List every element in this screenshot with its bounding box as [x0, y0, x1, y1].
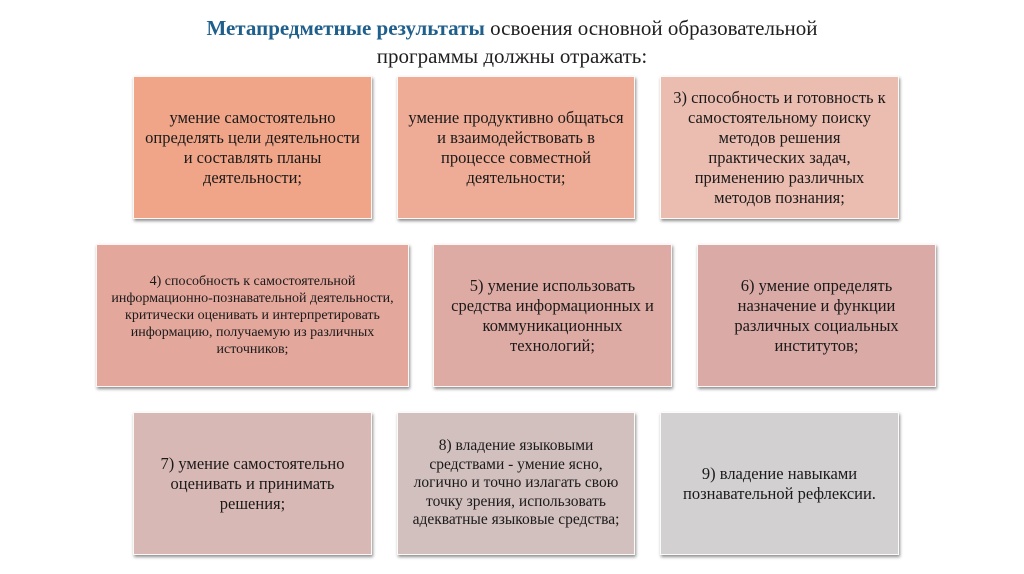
result-box-2-text: умение продуктивно общаться и взаимодействовать в процессе совместной деятельности; [408, 107, 624, 187]
title-line-2: программы должны отражать: [376, 44, 648, 68]
result-box-8-text: 8) владение языковыми средствами - умение ясно, логично и точно излагать свою точку зрения, использовать адекватные языковые средства; [412, 437, 620, 529]
result-box-2 [397, 76, 635, 219]
result-box-1-text: умение самостоятельно определять цели деятельности и составлять планы деятельности; [145, 107, 360, 187]
result-box-3-text: 3) способность и готовность к самостоятельному поиску методов решения практических задач, применению различных методов познания; [673, 87, 886, 207]
result-box-5-text: 5) умение использовать средства информационных и коммуникационных технологий; [451, 275, 654, 355]
page-title [0, 14, 1024, 70]
result-box-7 [133, 412, 372, 555]
result-box-7-text: 7) умение самостоятельно оценивать и принимать решения; [160, 453, 345, 513]
result-box-6-text: 6) умение определять назначение и функции различных социальных институтов; [734, 275, 899, 355]
result-box-8 [397, 412, 635, 555]
result-box-4 [96, 244, 409, 387]
title-accent: Метапредметные результаты [206, 16, 485, 40]
result-box-1 [133, 76, 372, 219]
result-box-4-text: 4) способность к самостоятельной информационно-познавательной деятельности, критически оценивать и интерпретировать информацию, получаемую из различных источников; [111, 274, 394, 357]
result-box-3 [660, 76, 899, 219]
result-box-5 [433, 244, 672, 387]
title-line-1-rest: освоения основной образовательной [484, 16, 818, 40]
result-box-6 [697, 244, 936, 387]
result-box-9 [660, 412, 899, 555]
title-line-1 [0, 14, 1024, 42]
result-box-9-text: 9) владение навыками познавательной рефлексии. [683, 463, 876, 503]
